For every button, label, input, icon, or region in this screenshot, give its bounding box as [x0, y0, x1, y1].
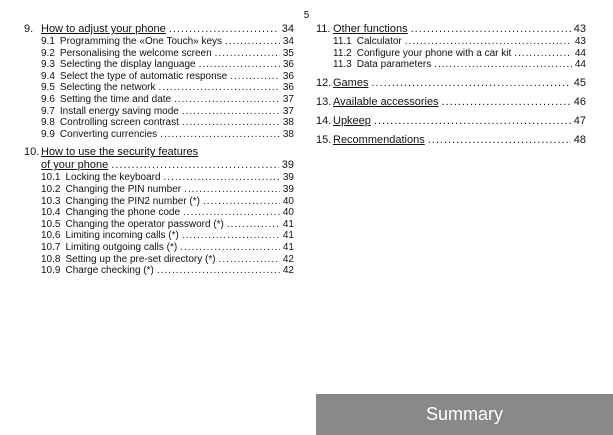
- entry-title: Calculator: [356, 36, 402, 47]
- entry-title: Personalising the welcome screen: [59, 47, 212, 59]
- chapter-number: 15.: [316, 133, 332, 146]
- toc-entry[interactable]: [24, 36, 294, 48]
- entry-number: 9.6: [41, 93, 55, 105]
- entry-page: 42: [282, 253, 294, 265]
- leader-dots: [160, 129, 280, 141]
- toc-entry[interactable]: [24, 172, 294, 184]
- entry-title: Changing the PIN2 number (*): [65, 195, 200, 207]
- toc-entry[interactable]: [24, 184, 294, 196]
- entry-page: 40: [282, 195, 294, 207]
- toc-chapter-14[interactable]: [316, 115, 586, 128]
- entry-page: 39: [282, 172, 294, 184]
- leader-dots: [182, 117, 280, 129]
- leader-dots: [164, 172, 280, 184]
- entry-page: 44: [574, 47, 586, 59]
- entry-title: Charge checking (*): [65, 265, 154, 277]
- toc-chapter-9[interactable]: [24, 23, 294, 36]
- section-tab-summary: [316, 394, 613, 435]
- entry-title: Locking the keyboard: [65, 172, 161, 184]
- toc-chapter-12[interactable]: [316, 77, 586, 90]
- leader-dots: [374, 115, 571, 128]
- leader-dots: [203, 196, 280, 208]
- entry-page: 41: [282, 241, 294, 253]
- entry-number: 10.1: [41, 172, 61, 184]
- chapter-title[interactable]: Upkeep: [333, 114, 371, 127]
- leader-dots: [227, 219, 280, 231]
- chapter-page: 47: [573, 114, 586, 127]
- leader-dots: [230, 71, 280, 83]
- entry-title: Limiting outgoing calls (*): [65, 241, 178, 253]
- chapter-title-line1[interactable]: How to use the security features: [41, 146, 199, 159]
- leader-dots: [428, 134, 571, 147]
- toc-chapter-10-continued[interactable]: [24, 159, 294, 172]
- entry-page: 37: [282, 105, 294, 117]
- section-tab-label: Summary: [425, 404, 503, 424]
- chapter-title-line2[interactable]: of your phone: [41, 159, 109, 172]
- leader-dots: [182, 106, 280, 118]
- chapter-number: 14.: [316, 114, 332, 127]
- entry-number: 9.5: [41, 82, 55, 94]
- leader-dots: [157, 265, 280, 277]
- entry-page: 39: [282, 183, 294, 195]
- entry-title: Changing the operator password (*): [65, 218, 224, 230]
- toc-entry[interactable]: [24, 219, 294, 231]
- toc-entry[interactable]: [316, 48, 586, 60]
- toc-entry[interactable]: [24, 48, 294, 60]
- chapter-number: 13.: [316, 95, 332, 108]
- leader-dots: [169, 23, 279, 36]
- entry-title: Controlling screen contrast: [59, 117, 179, 129]
- chapter-page: 45: [573, 76, 586, 89]
- leader-dots: [514, 48, 572, 60]
- leader-dots: [434, 59, 572, 71]
- leader-dots: [184, 184, 280, 196]
- chapter-title[interactable]: Recommendations: [333, 133, 425, 146]
- entry-title: Setting up the pre-set directory (*): [65, 253, 216, 265]
- toc-entry[interactable]: [24, 71, 294, 83]
- entry-page: 41: [282, 218, 294, 230]
- toc-chapter-13[interactable]: [316, 96, 586, 109]
- entry-number: 9.4: [41, 70, 55, 82]
- leader-dots: [215, 48, 280, 60]
- entry-number: 9.8: [41, 117, 55, 129]
- toc-entry[interactable]: [316, 59, 586, 71]
- chapter-title[interactable]: Other functions: [333, 23, 408, 35]
- entry-number: 10.9: [41, 265, 61, 277]
- entry-page: 34: [282, 36, 294, 47]
- entry-title: Data parameters: [356, 59, 432, 71]
- entry-number: 10.7: [41, 241, 61, 253]
- entry-number: 9.9: [41, 128, 55, 140]
- entry-title: Setting the time and date: [59, 93, 172, 105]
- page-number: 5: [303, 10, 310, 21]
- entry-title: Changing the PIN number: [65, 183, 182, 195]
- leader-dots: [180, 242, 280, 254]
- entry-page: 36: [282, 82, 294, 94]
- entry-page: 40: [282, 207, 294, 219]
- entry-title: Programming the «One Touch» keys: [59, 36, 223, 47]
- toc-entry[interactable]: [24, 254, 294, 266]
- chapter-title[interactable]: Games: [333, 76, 369, 89]
- entry-number: 10.5: [41, 218, 61, 230]
- entry-number: 10.2: [41, 183, 61, 195]
- leader-dots: [111, 159, 278, 172]
- entry-number: 10.8: [41, 253, 61, 265]
- chapter-number: 10.: [24, 146, 40, 159]
- leader-dots: [159, 82, 280, 94]
- toc-entry[interactable]: [24, 196, 294, 208]
- toc-entry[interactable]: [24, 230, 294, 242]
- chapter-number: 11.: [316, 23, 331, 35]
- entry-page: 35: [282, 47, 294, 59]
- toc-entry[interactable]: [24, 117, 294, 129]
- chapter-number: 12.: [316, 76, 332, 89]
- entry-number: 10.4: [41, 207, 61, 219]
- entry-page: 38: [282, 128, 294, 140]
- chapter-page: 39: [281, 159, 294, 172]
- leader-dots: [219, 254, 280, 266]
- entry-page: 43: [574, 36, 586, 47]
- entry-page: 36: [282, 59, 294, 71]
- leader-dots: [405, 36, 572, 48]
- toc-entry[interactable]: [24, 207, 294, 219]
- entry-title: Install energy saving mode: [59, 105, 179, 117]
- leader-dots: [183, 207, 280, 219]
- entry-number: 10.3: [41, 195, 61, 207]
- entry-title: Select the type of automatic response: [59, 70, 228, 82]
- toc-entry[interactable]: [316, 36, 586, 48]
- entry-number: 11.1: [333, 36, 352, 47]
- leader-dots: [182, 230, 280, 242]
- entry-page: 36: [282, 70, 294, 82]
- toc-entry[interactable]: [24, 129, 294, 141]
- entry-number: 10.6: [41, 230, 61, 242]
- chapter-number: 9.: [24, 23, 34, 35]
- toc-right-column: [316, 23, 586, 147]
- entry-number: 11.3: [333, 59, 352, 71]
- chapter-title[interactable]: How to adjust your phone: [41, 23, 166, 35]
- entry-number: 11.2: [333, 47, 352, 59]
- chapter-page: 34: [281, 23, 294, 35]
- entry-page: 41: [282, 230, 294, 242]
- toc-chapter-10[interactable]: [24, 146, 294, 159]
- leader-dots: [199, 59, 280, 71]
- entry-number: 9.2: [41, 47, 55, 59]
- entry-title: Selecting the network: [59, 82, 156, 94]
- entry-page: 44: [574, 59, 586, 71]
- toc-entry[interactable]: [24, 94, 294, 106]
- leader-dots: [174, 94, 280, 106]
- entry-page: 38: [282, 117, 294, 129]
- chapter-title[interactable]: Available accessories: [333, 95, 439, 108]
- entry-title: Limiting incoming calls (*): [65, 230, 179, 242]
- chapter-page: 46: [573, 95, 586, 108]
- entry-page: 42: [282, 265, 294, 277]
- entry-title: Selecting the display language: [59, 59, 196, 71]
- toc-chapter-15[interactable]: [316, 134, 586, 147]
- entry-number: 9.3: [41, 59, 55, 71]
- chapter-page: 48: [573, 133, 586, 146]
- entry-title: Configure your phone with a car kit: [356, 47, 512, 59]
- toc-entry[interactable]: [24, 59, 294, 71]
- leader-dots: [442, 96, 571, 109]
- leader-dots: [411, 23, 571, 36]
- toc-entry[interactable]: [24, 265, 294, 277]
- entry-number: 9.1: [41, 36, 55, 47]
- chapter-page: 43: [573, 23, 586, 35]
- toc-entry[interactable]: [24, 242, 294, 254]
- entry-title: Converting currencies: [59, 128, 158, 140]
- toc-chapter-11[interactable]: [316, 23, 586, 36]
- toc-entry[interactable]: [24, 106, 294, 118]
- entry-title: Changing the phone code: [65, 207, 181, 219]
- toc-left-column: [24, 23, 294, 277]
- toc-entry[interactable]: [24, 82, 294, 94]
- entry-page: 37: [282, 93, 294, 105]
- leader-dots: [371, 77, 570, 90]
- leader-dots: [225, 36, 280, 48]
- entry-number: 9.7: [41, 105, 55, 117]
